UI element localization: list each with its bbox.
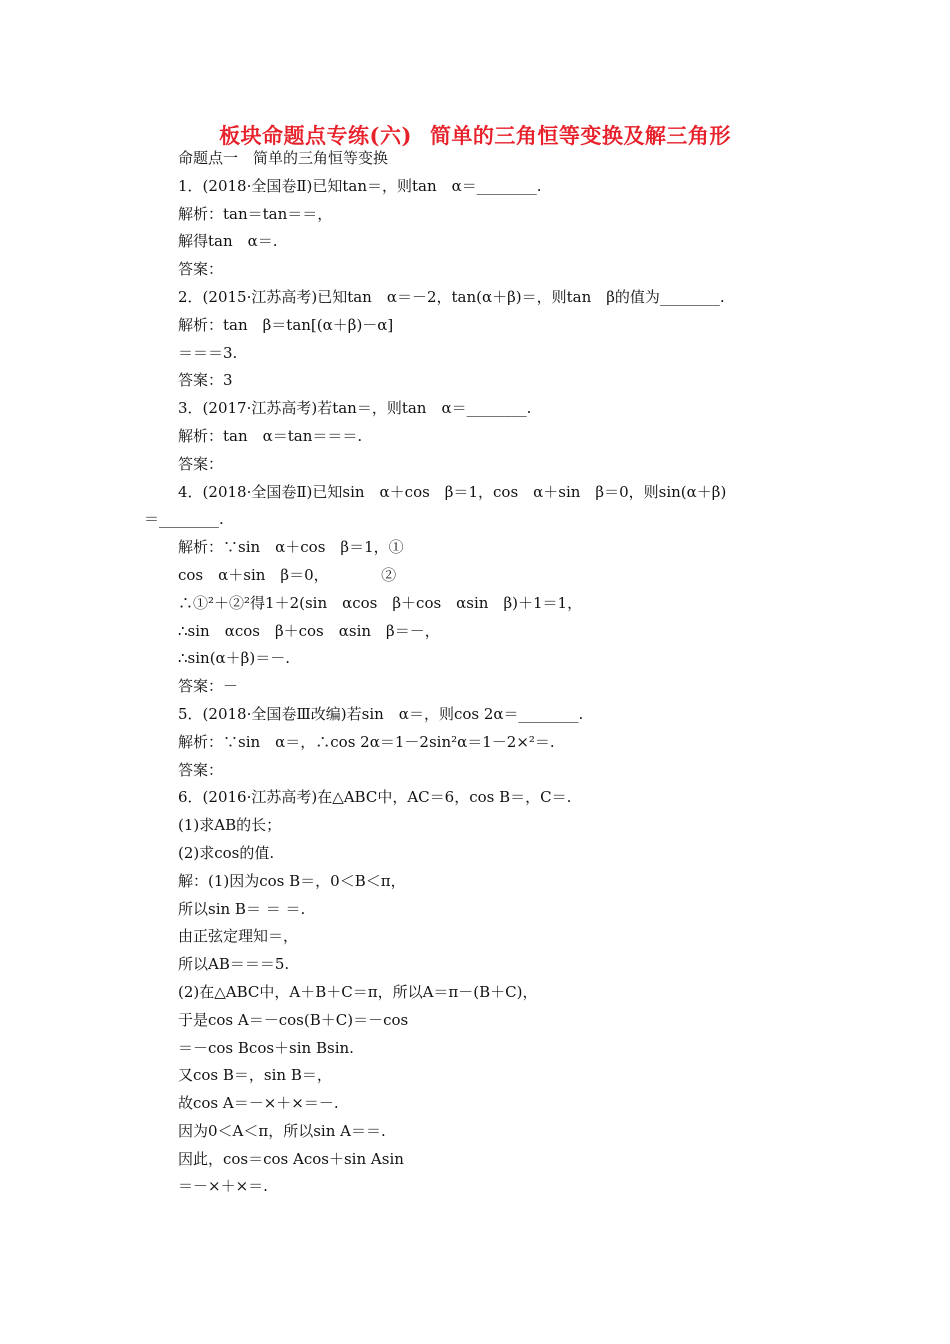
text-line: 答案： — [178, 760, 224, 779]
text-line: 于是cos A＝－cos(B＋C)＝－cos — [178, 1010, 409, 1029]
text-line: 答案：－ — [178, 677, 239, 696]
text-line: 因此，cos＝cos Acos＋sin Asin — [178, 1149, 404, 1168]
text-line: (2)求cos的值. — [178, 843, 275, 862]
title-part-2: 简单的三角恒等变换及解三角形 — [429, 123, 731, 148]
text-line: (2)在△ABC中，A＋B＋C＝π，所以A＝π－(B＋C)， — [178, 982, 538, 1001]
text-line: (1)求AB的长； — [178, 816, 282, 835]
text-line: 由正弦定理知＝， — [178, 927, 299, 946]
text-line: 解析：tan＝tan＝＝， — [178, 204, 333, 223]
text-line: ∴sin(α＋β)＝－. — [178, 649, 290, 668]
text-line: 又cos B＝，sin B＝， — [178, 1066, 332, 1085]
text-line: ＝＝＝3. — [178, 343, 238, 362]
text-line: ＝－×＋×＝. — [178, 1177, 268, 1196]
text-line: 5．(2018·全国卷Ⅲ改编)若sin α＝，则cos 2α＝________. — [178, 704, 584, 723]
text-line: 命题点一 简单的三角恒等变换 — [178, 149, 389, 167]
text-line: 解析：∵sin α＋cos β＝1，① — [178, 538, 404, 557]
text-line: 2．(2015·江苏高考)已知tan α＝－2，tan(α＋β)＝，则tan β的值为________. — [178, 287, 725, 306]
text-line: 所以sin B＝ ＝ ＝. — [178, 899, 306, 918]
text-line: 解析：tan β＝tan[(α＋β)－α] — [178, 315, 394, 334]
text-line: 4．(2018·全国卷Ⅱ)已知sin α＋cos β＝1，cos α＋sin β＝0，则sin(α＋β) — [178, 482, 727, 501]
text-line: 答案： — [178, 260, 224, 279]
text-line: 故cos A＝－×＋×＝－. — [178, 1094, 339, 1113]
text-line: 所以AB＝＝＝5. — [178, 955, 290, 974]
text-line: 因为0＜A＜π，所以sin A＝＝. — [178, 1121, 386, 1140]
text-line: 1．(2018·全国卷Ⅱ)已知tan＝，则tan α＝________. — [178, 176, 542, 195]
text-line: 6．(2016·江苏高考)在△ABC中，AC＝6，cos B＝，C＝. — [178, 788, 572, 807]
text-line: 解析：∵sin α＝，∴cos 2α＝1－2sin²α＝1－2×²＝. — [178, 732, 555, 751]
text-line: ∴sin αcos β＋cos αsin β＝－， — [178, 621, 440, 640]
text-line: ＝－cos Bcos＋sin Bsin. — [178, 1038, 354, 1057]
text-line: 答案：3 — [178, 371, 233, 390]
text-line: cos α＋sin β＝0， ② — [178, 565, 397, 584]
title-part-1: 板块命题点专练(六) — [219, 123, 412, 148]
document-body — [0, 145, 950, 1201]
text-line: 解析：tan α＝tan＝＝＝. — [178, 426, 363, 445]
text-line: 3．(2017·江苏高考)若tan＝，则tan α＝________. — [178, 399, 532, 418]
text-line: ＝________. — [144, 510, 224, 529]
text-line: ∴①²＋②²得1＋2(sin αcos β＋cos αsin β)＋1＝1， — [178, 593, 583, 612]
text-line: 解：(1)因为cos B＝，0＜B＜π， — [178, 871, 406, 890]
text-line: 解得tan α＝. — [178, 232, 278, 251]
text-line: 答案： — [178, 454, 224, 473]
